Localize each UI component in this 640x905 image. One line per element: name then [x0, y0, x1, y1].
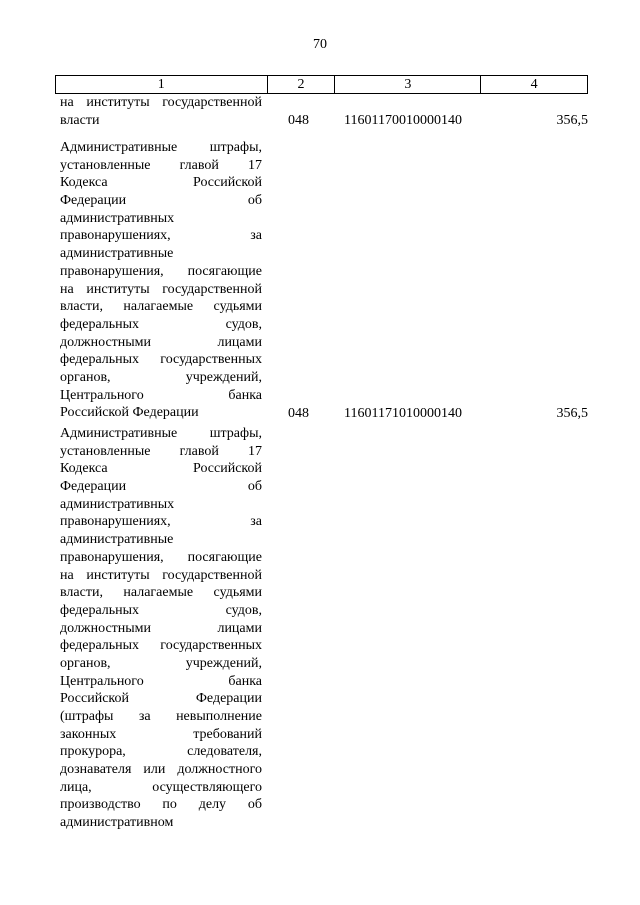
row-code-admin: 048 — [288, 112, 309, 128]
description-line: органов, учреждений, — [60, 655, 262, 671]
header-row — [56, 76, 588, 94]
description-line: производство по делу об — [60, 797, 262, 813]
description-line: установленные главой 17 — [60, 157, 262, 173]
row-amount: 356,5 — [556, 112, 588, 128]
header-col-1: 1 — [56, 76, 268, 94]
description-line: федеральных судов, — [60, 316, 262, 332]
description-line: Федерации об — [60, 193, 262, 209]
description-line: дознавателя или должностного — [60, 762, 262, 778]
row-description — [60, 94, 262, 129]
description-line: должностными лицами — [60, 334, 262, 350]
row-description — [60, 425, 262, 832]
description-line: правонарушениях, за — [60, 228, 262, 244]
row-amount: 356,5 — [556, 405, 588, 421]
description-line: на институты государственной — [60, 281, 262, 297]
description-line: правонарушения, посягающие — [60, 549, 262, 565]
page-number: 70 — [313, 37, 327, 52]
description-line: федеральных государственных — [60, 638, 262, 654]
description-line: административных — [60, 496, 175, 512]
description-line: Административные штрафы, — [60, 140, 262, 155]
description-line: власти, налагаемые судьями — [60, 299, 262, 315]
description-line: власти, налагаемые судьями — [60, 585, 262, 601]
description-line: административном — [60, 815, 174, 831]
row-code-kbk: 11601170010000140 — [344, 112, 462, 128]
header-col-3: 3 — [335, 76, 481, 94]
description-line: власти — [60, 112, 100, 128]
description-line: законных требований — [60, 726, 262, 742]
description-line: федеральных государственных — [60, 352, 262, 368]
description-line: административных — [60, 210, 175, 226]
row-code-kbk: 11601171010000140 — [344, 405, 462, 421]
description-line: Российской Федерации — [60, 405, 199, 421]
header-col-2: 2 — [267, 76, 335, 94]
description-line: Административные штрафы, — [60, 426, 262, 441]
table-header — [55, 75, 588, 94]
description-line: должностными лицами — [60, 620, 262, 636]
description-line: административные — [60, 246, 174, 262]
description-line: лица, осуществляющего — [60, 779, 262, 795]
description-line: Российской Федерации — [60, 691, 262, 707]
description-line: Кодекса Российской — [60, 175, 262, 191]
description-line: органов, учреждений, — [60, 369, 262, 385]
description-line: правонарушения, посягающие — [60, 263, 262, 279]
description-line: установленные главой 17 — [60, 443, 262, 459]
description-line: правонарушениях, за — [60, 514, 262, 530]
description-line: Федерации об — [60, 479, 262, 495]
description-line: Центрального банка — [60, 387, 262, 403]
header-col-4: 4 — [481, 76, 588, 94]
description-line: Кодекса Российской — [60, 461, 262, 477]
description-line: административные — [60, 532, 174, 548]
description-line: федеральных судов, — [60, 602, 262, 618]
row-description — [60, 139, 262, 422]
description-line: Центрального банка — [60, 673, 262, 689]
description-line: на институты государственной — [60, 567, 262, 583]
row-code-admin: 048 — [288, 405, 309, 421]
description-line: прокурора, следователя, — [60, 744, 262, 760]
description-line: (штрафы за невыполнение — [60, 709, 262, 724]
description-line: на институты государственной — [60, 95, 262, 110]
